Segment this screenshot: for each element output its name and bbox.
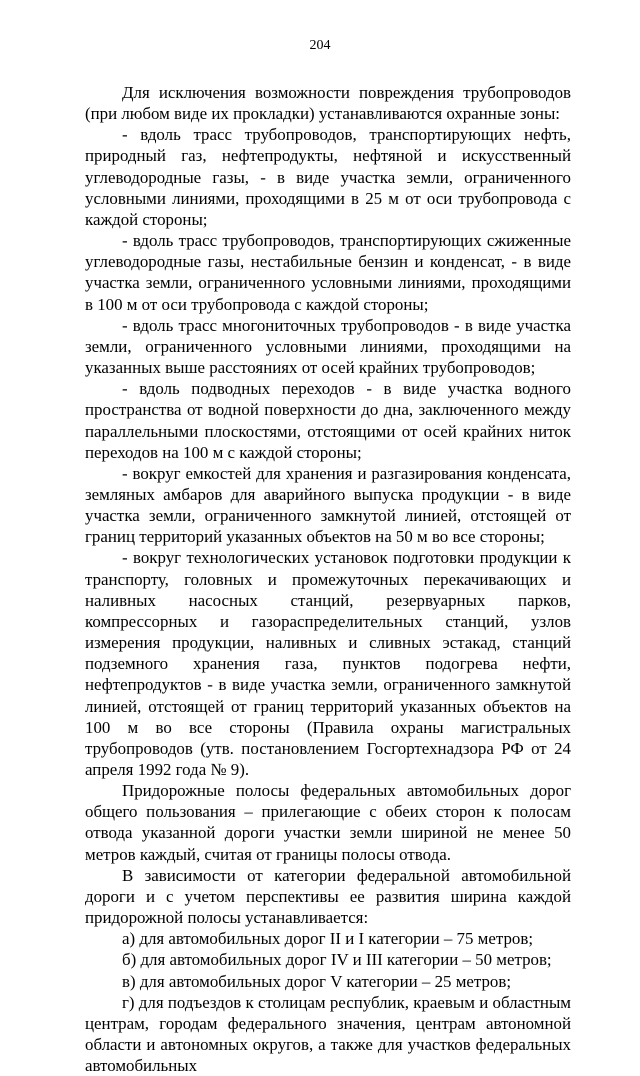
paragraph-oil-gas-pipelines: - вдоль трасс трубопроводов, транспортирующих нефть, природный газ, нефтепродукты, нефтяной и искусственный углеводородные газы, - в виде участка земли, ограниченного условными линиями, проходящими в 25 м от оси трубопровода с каждой стороны; [85, 125, 571, 229]
paragraph-intro: Для исключения возможности повреждения трубопроводов (при любом виде их прокладки) устанавливаются охранные зоны: [85, 83, 571, 124]
paragraph-process-installations: - вокруг технологических установок подготовки продукции к транспорту, головных и промежуточных перекачивающих и наливных насосных станций, резервуарных парков, компрессорных и газораспределительных станций, узлов измерения продукции, наливных и сливных эстакад, станций подземного хранения газа, пунктов подогрева нефти, нефтепродуктов - в виде участка земли, ограниченного замкнутой линией, отстоящей от границ территорий указанных объектов на 100 м во все стороны (Правила охраны магистральных трубопроводов (утв. постановлением Госгортехнадзора РФ от 24 апреля 1992 года № 9). [85, 548, 571, 779]
list-item-c: в) для автомобильных дорог V категории – 25 метров; [122, 971, 512, 991]
list-item-b: б) для автомобильных дорог IV и III категории – 50 метров; [122, 950, 552, 970]
paragraph-condensate-tanks: - вокруг емкостей для хранения и разгазирования конденсата, земляных амбаров для аварийного выпуска продукции - в виде участка земли, ограниченного замкнутой линией, отстоящей от границ территорий указанных объектов на 50 м во все стороны; [85, 463, 571, 547]
paragraph-multi-line-pipelines: - вдоль трасс многониточных трубопроводов - в виде участка земли, ограниченного условными линиями, проходящими на указанных выше расстояниях от осей крайних трубопроводов; [85, 315, 571, 378]
list-item-a: а) для автомобильных дорог II и I категории – 75 метров; [122, 929, 534, 949]
page-number: 204 [309, 38, 331, 53]
paragraph-underwater-crossings: - вдоль подводных переходов - в виде участка водного пространства от водной поверхности до дна, заключенного между параллельными плоскостями, отстоящими от осей крайних ниток переходов на 100 м с каждой стороны; [85, 379, 571, 462]
list-item-d: г) для подъездов к столицам республик, краевым и областным центрам, городам федерального значения, центрам автономной области и автономных округов, а также для участков федеральных автомобильных [85, 992, 571, 1076]
paragraph-strip-width-intro: В зависимости от категории федеральной автомобильной дороги и с учетом перспективы ее развития ширина каждой придорожной полосы устанавливается: [85, 865, 571, 928]
paragraph-liquefied-gas-pipelines: - вдоль трасс трубопроводов, транспортирующих сжиженные углеводородные газы, нестабильные бензин и конденсат, - в виде участка земли, ограниченного условными линиями, проходящими в 100 м от оси трубопровода с каждой стороны; [85, 231, 571, 314]
document-body [85, 82, 571, 1076]
paragraph-roadside-strips: Придорожные полосы федеральных автомобильных дорог общего пользования – прилегающие с обеих сторон к полосам отвода указанной дороги участки земли шириной не менее 50 метров каждый, считая от границы полосы отвода. [85, 781, 571, 864]
